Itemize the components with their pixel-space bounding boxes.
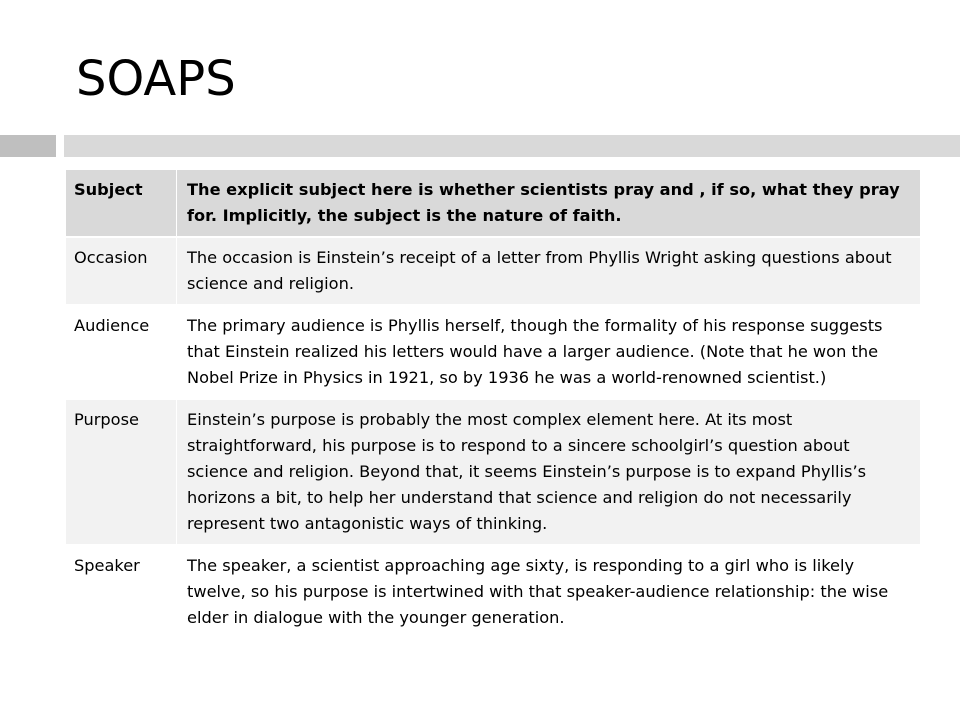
slide-title: SOAPS bbox=[76, 51, 236, 107]
row-description: The explicit subject here is whether scientists pray and , if so, what they pray for. Implicitly, the subject is the nature of faith. bbox=[177, 170, 920, 236]
table-row-audience bbox=[66, 306, 920, 398]
row-description: Einstein’s purpose is probably the most complex element here. At its most straightforward, his purpose is to respond to a sincere schoolgirl’s question about science and religion. Beyond that, it seems Einstein’s purpose is to expand Phyllis’s horizons a bit, to help her understand that science and religion do not necessarily represent two antagonistic ways of thinking. bbox=[177, 400, 920, 544]
table-row-purpose bbox=[66, 400, 920, 544]
title-accent-bar-right bbox=[64, 135, 960, 157]
row-description: The primary audience is Phyllis herself, though the formality of his response suggests that Einstein realized his letters would have a larger audience. (Note that he won the Nobel Prize in Physics in 1921, so by 1936 he was a world-renowned scientist.) bbox=[177, 306, 920, 398]
row-label: Purpose bbox=[66, 400, 177, 544]
table-row-occasion bbox=[66, 238, 920, 304]
soaps-table bbox=[66, 168, 920, 640]
table-row-subject bbox=[66, 170, 920, 236]
row-label: Subject bbox=[66, 170, 177, 236]
row-description: The occasion is Einstein’s receipt of a letter from Phyllis Wright asking questions about science and religion. bbox=[177, 238, 920, 304]
row-label: Audience bbox=[66, 306, 177, 398]
row-label: Speaker bbox=[66, 546, 177, 638]
row-label: Occasion bbox=[66, 238, 177, 304]
table-row-speaker bbox=[66, 546, 920, 638]
title-accent-bar-left bbox=[0, 135, 56, 157]
row-description: The speaker, a scientist approaching age sixty, is responding to a girl who is likely twelve, so his purpose is intertwined with that speaker-audience relationship: the wise elder in dialogue with the younger generation. bbox=[177, 546, 920, 638]
